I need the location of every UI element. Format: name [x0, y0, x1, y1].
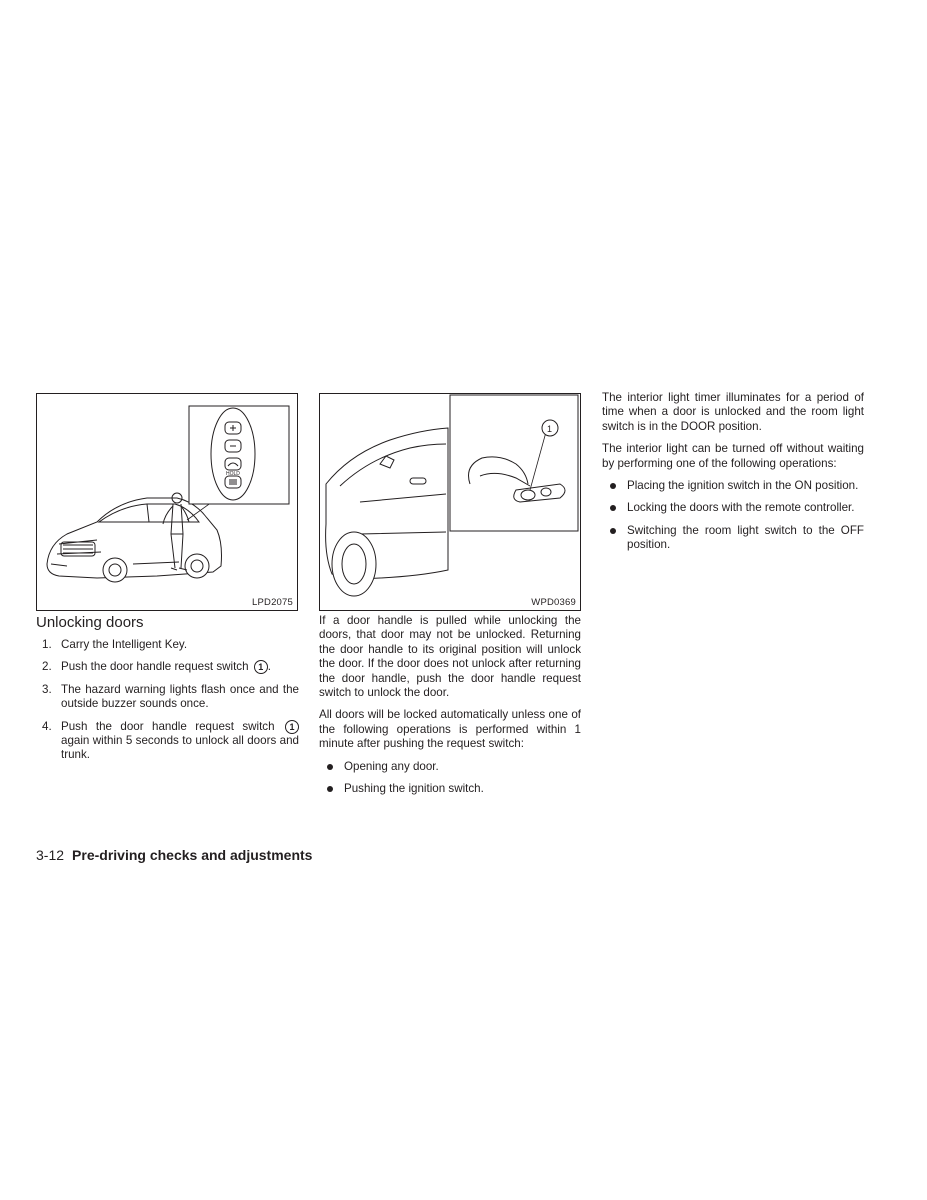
- middle-column: [319, 614, 581, 804]
- step-text-after: again within 5 seconds to unlock all doors and trunk.: [61, 734, 299, 762]
- steps-list: [36, 638, 299, 771]
- step-item: [36, 720, 299, 763]
- chapter-title: Pre-driving checks and adjustments: [72, 847, 313, 863]
- figure-unlocking-doors: [36, 393, 298, 611]
- door-handle-illustration: [320, 394, 580, 610]
- car-and-person-illustration: [37, 394, 297, 610]
- section-title: Unlocking doors: [36, 614, 144, 631]
- paragraph: The interior light timer illuminates for a period of time when a door is unlocked and the room light switch is in the DOOR position.: [602, 391, 864, 433]
- bullet-list: [319, 760, 581, 797]
- bullet-item: [319, 782, 581, 796]
- bullet-text: Locking the doors with the remote controller.: [627, 501, 855, 515]
- step-number: 2.: [42, 660, 52, 674]
- step-number: 1.: [42, 638, 52, 651]
- bullet-icon: [327, 764, 333, 770]
- step-text: Carry the Intelligent Key.: [61, 638, 188, 651]
- step-number: 3.: [42, 682, 52, 696]
- step-item: [36, 638, 299, 652]
- bullet-list: [602, 479, 864, 553]
- bullet-item: [319, 760, 581, 774]
- right-column: [602, 391, 864, 561]
- key-fob-hold-label: HOLD: [226, 471, 240, 477]
- callout-ref: 1: [254, 660, 268, 674]
- step-text: Push the door handle request switch: [61, 660, 249, 674]
- bullet-text: Switching the room light switch to the OFF position.: [627, 523, 864, 552]
- bullet-text: Opening any door.: [344, 759, 439, 773]
- figure-code: LPD2075: [251, 597, 293, 608]
- paragraph: The interior light can be turned off without waiting by performing one of the following operations:: [602, 442, 864, 470]
- bullet-icon: [610, 483, 616, 489]
- figure-door-handle: [319, 393, 581, 611]
- bullet-icon: [327, 786, 333, 792]
- bullet-icon: [610, 528, 616, 534]
- bullet-item: [602, 479, 864, 493]
- step-item: [36, 660, 299, 674]
- step-text: Push the door handle request switch: [61, 719, 275, 733]
- figure-code: WPD0369: [531, 597, 576, 608]
- paragraph: All doors will be locked automatically unless one of the following operations is performed within 1 minute after pushing the request switch:: [319, 708, 581, 751]
- step-text-after: .: [267, 660, 272, 674]
- bullet-text: Pushing the ignition switch.: [344, 782, 484, 796]
- page-number: 3-12: [36, 847, 65, 863]
- bullet-icon: [610, 505, 616, 511]
- callout-ref: 1: [285, 720, 299, 734]
- step-item: [36, 683, 299, 712]
- paragraph: If a door handle is pulled while unlocking the doors, that door may not be unlocked. Returning the door handle to its original position will unlock the door. If the door does not unlock after returning the door handle, push the door handle request switch to unlock the door.: [319, 614, 581, 700]
- callout-number: 1: [547, 424, 553, 434]
- bullet-item: [602, 501, 864, 515]
- page-footer: [36, 847, 312, 863]
- step-number: 4.: [42, 719, 52, 733]
- bullet-item: [602, 524, 864, 553]
- step-text: The hazard warning lights flash once and the outside buzzer sounds once.: [61, 682, 299, 711]
- bullet-text: Placing the ignition switch in the ON position.: [627, 479, 859, 493]
